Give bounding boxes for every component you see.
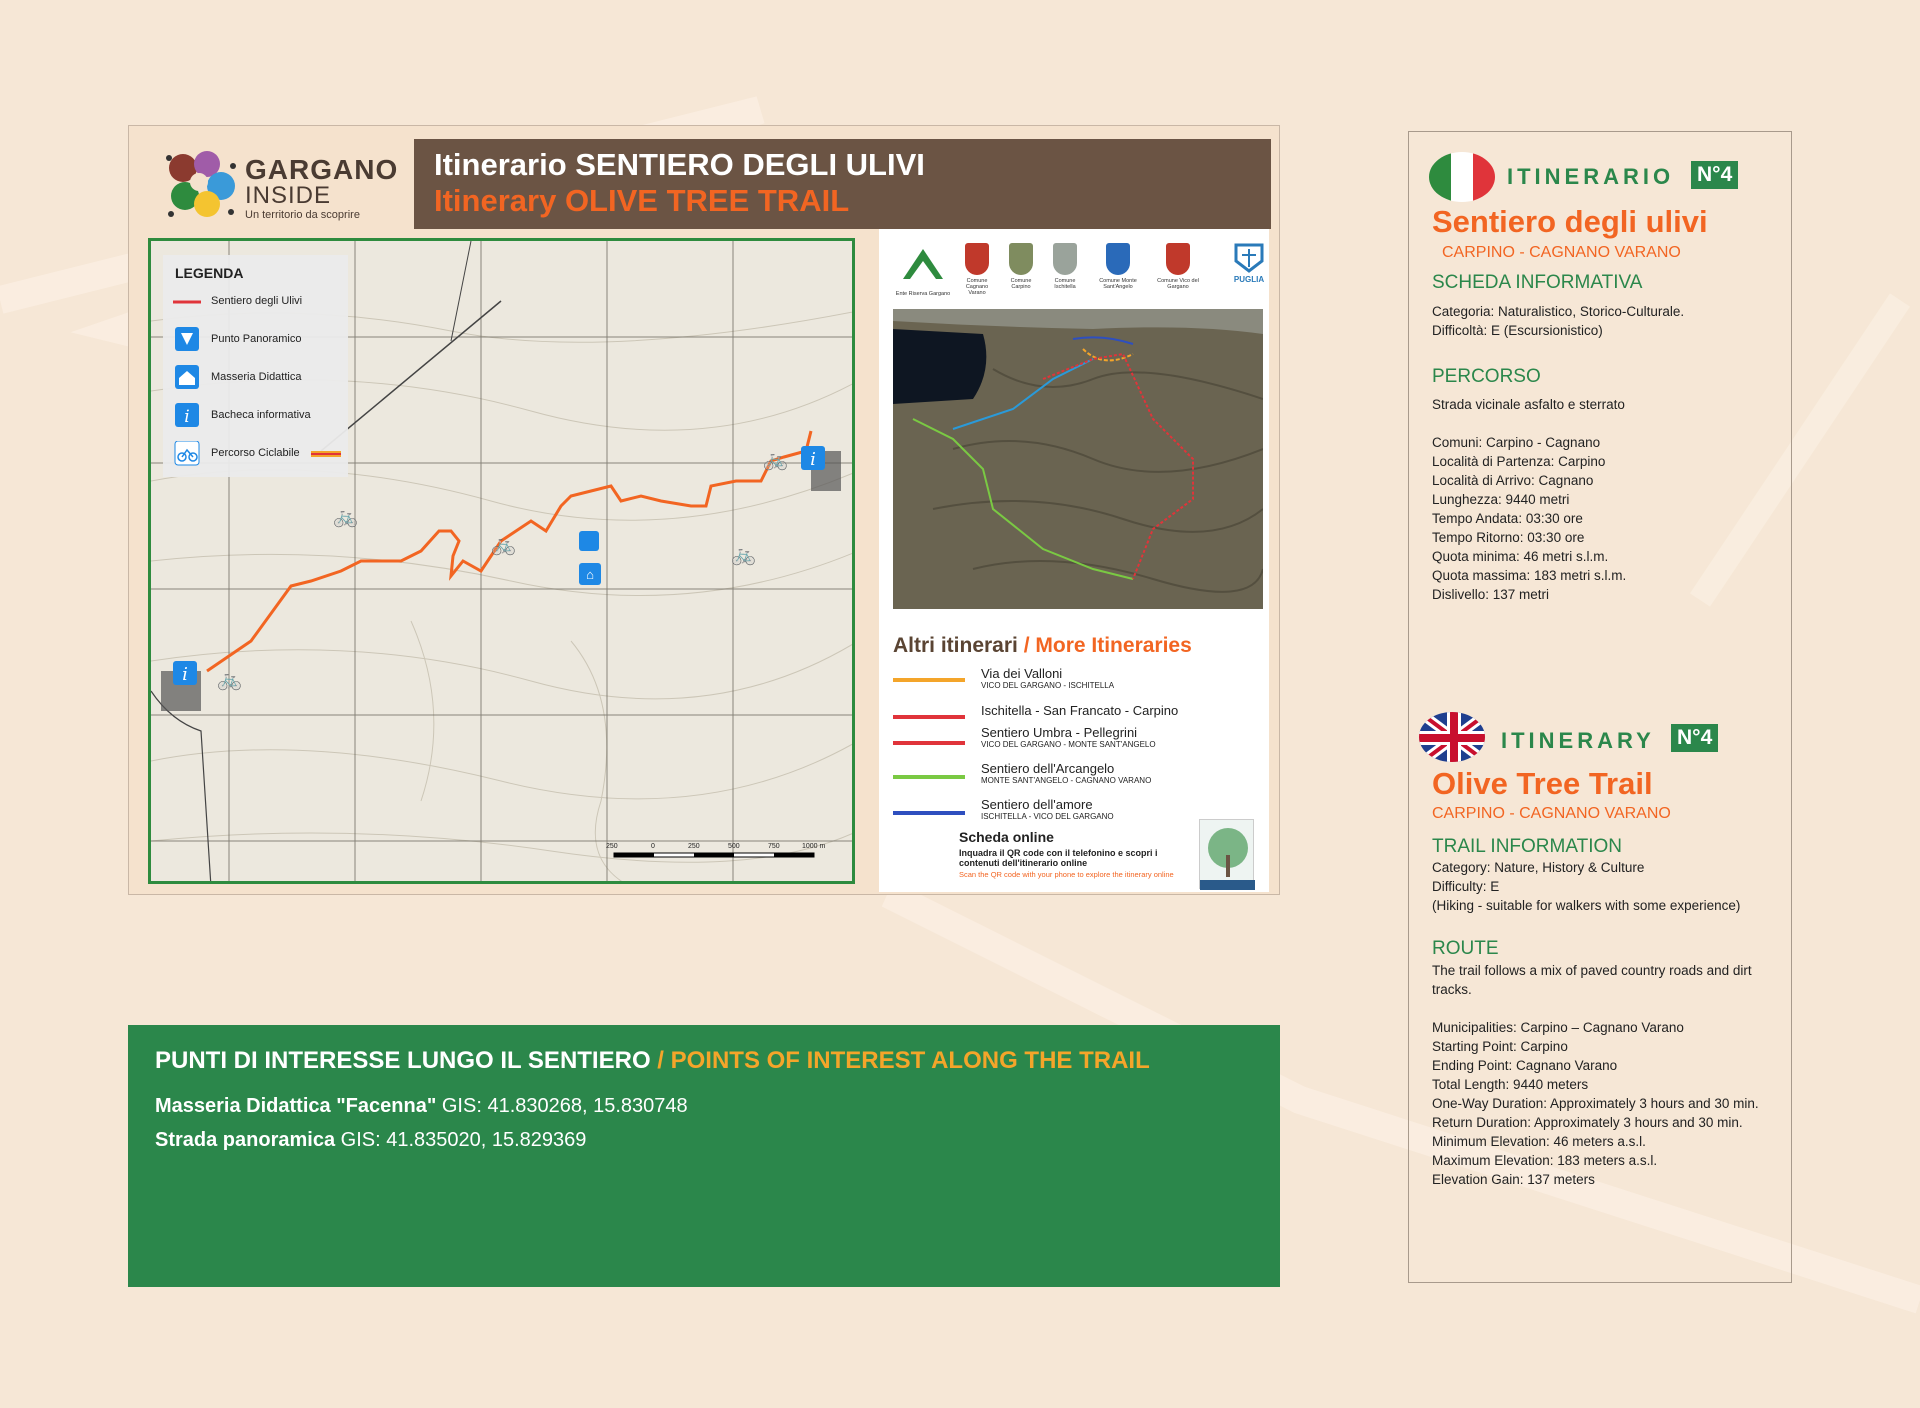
svg-text:🚲: 🚲 <box>731 544 756 566</box>
poi-item <box>155 1095 688 1118</box>
partner-name: Comune Vico del Gargano <box>1157 278 1199 291</box>
card-section-en-1: TRAIL INFORMATION <box>1432 836 1622 857</box>
legend-item-farm <box>173 365 348 391</box>
partner-ente-riserva <box>893 239 953 309</box>
logo-brand: GARGANO <box>245 154 399 185</box>
svg-text:🚲: 🚲 <box>217 669 242 691</box>
card-section-it-2: PERCORSO <box>1432 366 1541 387</box>
legend-item-trail <box>173 289 348 315</box>
scheda-text-en: Scan the QR code with your phone to explore the itinerary online <box>959 870 1174 879</box>
italian-flag-icon <box>1429 152 1495 202</box>
map-legend <box>163 255 348 477</box>
scale-tick: 500 <box>728 843 740 850</box>
partner-name: Comune Ischitella <box>1054 278 1076 291</box>
puglia-logo-icon <box>1232 239 1266 273</box>
points-of-interest <box>128 1025 1280 1287</box>
poi-item <box>155 1129 586 1152</box>
more-title-en: / More Itineraries <box>1023 634 1192 657</box>
gargano-inside-logo <box>163 146 403 236</box>
text-line: Quota massima: 183 metri s.l.m. <box>1432 568 1627 583</box>
cycle-route-line-icon <box>311 451 341 457</box>
itinerary-item <box>893 797 1223 827</box>
text-line: Elevation Gain: 137 meters <box>1432 1172 1595 1187</box>
legend-label: Percorso Ciclabile <box>211 447 300 459</box>
qr-code-tree-icon[interactable] <box>1199 819 1254 889</box>
svg-text:🚲: 🚲 <box>763 449 788 471</box>
text-line: Minimum Elevation: 46 meters a.s.l. <box>1432 1134 1646 1149</box>
partner-name: Comune Cagnano Varano <box>965 278 989 297</box>
partner-vico <box>1151 239 1205 309</box>
poi-name: Masseria Didattica "Facenna" <box>155 1095 437 1117</box>
itinerary-sub: VICO DEL GARGANO - MONTE SANT'ANGELO <box>981 740 1156 749</box>
educational-farm-icon <box>173 365 201 391</box>
info-board-icon <box>173 403 201 429</box>
legend-label: Masseria Didattica <box>211 371 302 383</box>
partner-name: Comune Monte Sant'Angelo <box>1099 278 1137 291</box>
text-line: Località di Arrivo: Cagnano <box>1432 473 1594 488</box>
more-itineraries-title <box>893 634 1192 658</box>
text-line: Municipalities: Carpino – Cagnano Varano <box>1432 1020 1684 1035</box>
itinerary-name: Ischitella - San Francato - Carpino <box>981 703 1179 718</box>
itinerary-color-line <box>893 775 965 779</box>
text-line: Category: Nature, History & Culture <box>1432 860 1645 875</box>
trail-board <box>128 125 1280 895</box>
logo-emblem-icon <box>163 146 243 226</box>
card-text-it-2 <box>1432 395 1787 604</box>
card-name-it: Sentiero degli ulivi <box>1432 204 1708 239</box>
text-line: Categoria: Naturalistico, Storico-Culturale. <box>1432 304 1685 319</box>
scale-bar <box>606 843 831 877</box>
card-section-it-1: SCHEDA INFORMATIVA <box>1432 272 1643 293</box>
poi-gis: GIS: 41.830268, 15.830748 <box>441 1095 688 1117</box>
logo-tagline: Un territorio da scoprire <box>245 209 360 221</box>
text-line: Return Duration: Approximately 3 hours and 30 min. <box>1432 1115 1743 1130</box>
itinerary-item <box>893 761 1223 791</box>
card-text-en-1 <box>1432 858 1787 915</box>
text-line: Difficoltà: E (Escursionistico) <box>1432 323 1603 338</box>
logo-brand-2: INSIDE <box>245 182 332 209</box>
partner-name: Ente Riserva Gargano <box>895 291 951 298</box>
topographic-map <box>148 238 855 884</box>
more-title-it: Altri itinerari <box>893 634 1018 657</box>
vico-crest-icon <box>1166 243 1190 275</box>
svg-text:i: i <box>182 664 188 685</box>
info-panel <box>879 229 1269 892</box>
card-section-en-2: ROUTE <box>1432 938 1499 959</box>
scale-tick: 1000 m <box>802 843 826 850</box>
svg-text:⌂: ⌂ <box>586 567 594 582</box>
itinerary-name: Sentiero Umbra - Pellegrini <box>981 725 1138 740</box>
svg-text:🚲: 🚲 <box>333 506 358 528</box>
text-line: Lunghezza: 9440 metri <box>1432 492 1570 507</box>
text-line: Tempo Andata: 03:30 ore <box>1432 511 1583 526</box>
text-line: Strada vicinale asfalto e sterrato <box>1432 397 1625 412</box>
partner-cagnano <box>957 239 997 309</box>
monte-santangelo-crest-icon <box>1106 243 1130 275</box>
itinerary-sub: ISCHITELLA - VICO DEL GARGANO <box>981 812 1114 821</box>
scale-tick: 250 <box>606 843 618 850</box>
svg-text:🚲: 🚲 <box>491 534 516 556</box>
legend-label: Sentiero degli Ulivi <box>211 295 303 307</box>
scale-tick: 750 <box>768 843 780 850</box>
legend-label: Bacheca informativa <box>211 409 311 421</box>
ente-riserva-logo-icon <box>898 239 948 289</box>
online-sheet <box>959 829 1209 879</box>
text-line: Difficulty: E <box>1432 879 1500 894</box>
satellite-map <box>893 309 1263 609</box>
cagnano-crest-icon <box>965 243 989 275</box>
card-route-it: CARPINO - CAGNANO VARANO <box>1442 244 1681 261</box>
text-line: Total Length: 9440 meters <box>1432 1077 1589 1092</box>
partner-logos <box>879 229 1269 309</box>
trail-line-icon <box>173 289 201 315</box>
text-line: Maximum Elevation: 183 meters a.s.l. <box>1432 1153 1658 1168</box>
text-line: Starting Point: Carpino <box>1432 1039 1568 1054</box>
legend-item-bike <box>173 441 348 467</box>
itinerary-color-line <box>893 741 965 745</box>
scheda-title: Scheda online <box>959 829 1054 845</box>
text-line: Ending Point: Cagnano Varano <box>1432 1058 1618 1073</box>
itinerary-name: Sentiero dell'Arcangelo <box>981 761 1115 776</box>
partner-monte-santangelo <box>1091 239 1145 309</box>
itinerario-label: ITINERARIO <box>1507 164 1675 189</box>
scale-tick: 250 <box>688 843 700 850</box>
poi-name: Strada panoramica <box>155 1129 336 1151</box>
partner-name: Comune Carpino <box>1010 278 1032 291</box>
legend-item-info <box>173 403 348 429</box>
itinerary-color-line <box>893 678 965 682</box>
card-name-en: Olive Tree Trail <box>1432 766 1653 801</box>
itinerary-number: N°4 <box>1671 724 1718 752</box>
scale-tick: 0 <box>651 843 655 850</box>
itinerary-name: Sentiero dell'amore <box>981 797 1093 812</box>
title-italian: Itinerario SENTIERO DEGLI ULIVI <box>434 147 925 182</box>
itinerary-color-line <box>893 811 965 815</box>
card-route-en: CARPINO - CAGNANO VARANO <box>1432 805 1671 822</box>
itinerary-item <box>893 666 1223 696</box>
bicycle-icon <box>173 441 201 467</box>
poi-title <box>155 1047 1150 1075</box>
panoramic-point-icon <box>173 327 201 353</box>
itinerary-card <box>1408 131 1792 1283</box>
svg-text:i: i <box>184 407 190 427</box>
legend-label: Punto Panoramico <box>211 333 302 345</box>
text-line: Tempo Ritorno: 03:30 ore <box>1432 530 1585 545</box>
itinerario-number: N°4 <box>1691 161 1738 189</box>
poi-title-en: / POINTS OF INTEREST ALONG THE TRAIL <box>657 1047 1150 1074</box>
text-line: Località di Partenza: Carpino <box>1432 454 1606 469</box>
partner-puglia <box>1231 239 1267 284</box>
spacer <box>1432 999 1782 1018</box>
poi-title-it: PUNTI DI INTERESSE LUNGO IL SENTIERO <box>155 1047 651 1074</box>
title-banner <box>414 139 1271 229</box>
uk-flag-icon <box>1419 712 1485 762</box>
itinerary-sub: MONTE SANT'ANGELO - CAGNANO VARANO <box>981 776 1152 785</box>
legend-item-panoramic <box>173 327 348 353</box>
satellite-map-svg <box>893 309 1263 609</box>
itinerary-sub: VICO DEL GARGANO - ISCHITELLA <box>981 681 1115 690</box>
carpino-crest-icon <box>1009 243 1033 275</box>
partner-name: PUGLIA <box>1233 275 1265 284</box>
text-line: Quota minima: 46 metri s.l.m. <box>1432 549 1609 564</box>
card-text-en-2 <box>1432 961 1782 1189</box>
scheda-text: Inquadra il QR code con il telefonino e scopri i contenuti dell'itinerario online <box>959 848 1158 868</box>
text-line: (Hiking - suitable for walkers with some experience) <box>1432 898 1741 913</box>
text-line: Dislivello: 137 metri <box>1432 587 1550 602</box>
partner-carpino <box>1001 239 1041 309</box>
partner-ischitella <box>1045 239 1085 309</box>
spacer <box>1432 414 1787 433</box>
poi-gis: GIS: 41.835020, 15.829369 <box>340 1129 587 1151</box>
svg-text:i: i <box>810 449 816 470</box>
itinerary-color-line <box>893 715 965 719</box>
text-line: One-Way Duration: Approximately 3 hours and 30 min. <box>1432 1096 1759 1111</box>
text-line: The trail follows a mix of paved country roads and dirt tracks. <box>1432 963 1752 997</box>
itinerary-label: ITINERARY <box>1501 728 1655 753</box>
legend-title: LEGENDA <box>175 265 244 281</box>
text-line: Comuni: Carpino - Cagnano <box>1432 435 1601 450</box>
title-english: Itinerary OLIVE TREE TRAIL <box>434 183 850 218</box>
itinerary-item <box>893 725 1223 755</box>
itinerary-name: Via dei Valloni <box>981 666 1063 681</box>
card-text-it-1 <box>1432 302 1787 340</box>
ischitella-crest-icon <box>1053 243 1077 275</box>
